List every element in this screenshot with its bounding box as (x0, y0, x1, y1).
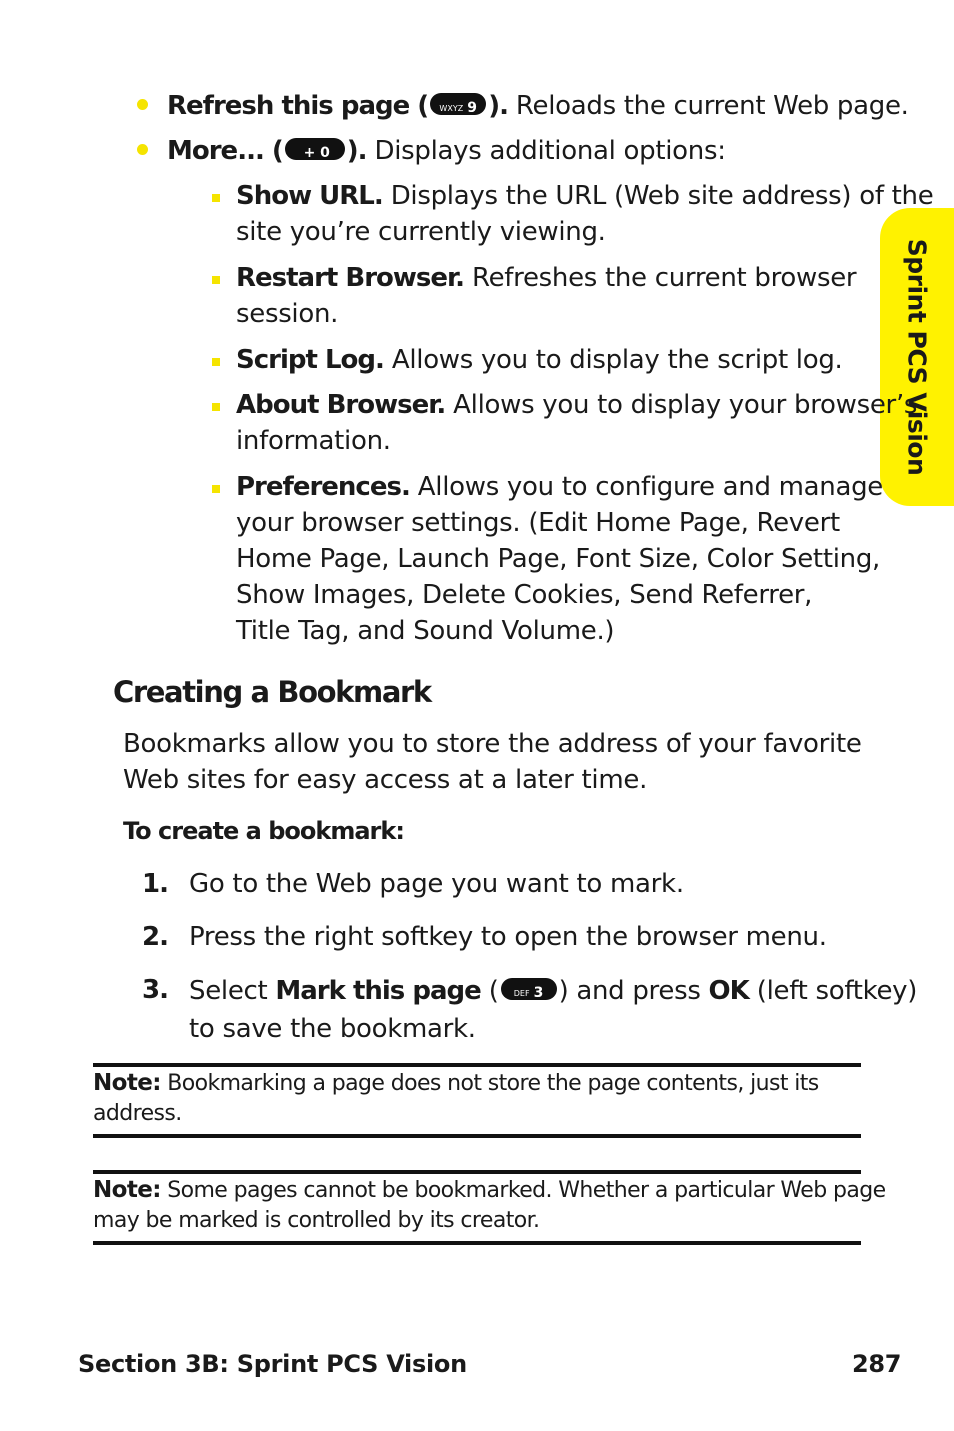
step-number: 2. (142, 922, 168, 952)
bullet-title: Refresh this page ( (167, 91, 429, 121)
key-3-icon: DEF 3 (501, 978, 557, 1000)
bullet-title: More... ( (167, 136, 283, 166)
step-text: Press the right softkey to open the browser menu. (189, 922, 827, 952)
bullet-dot (137, 99, 148, 110)
key-0-icon: + 0 (285, 138, 345, 160)
sub-bullet-square (212, 276, 220, 284)
sub-bullet-square (212, 358, 220, 366)
subitem-about-browser: About Browser. Allows you to display your browser’s information. (236, 390, 918, 456)
bullet-text: Reloads the current Web page. (507, 91, 909, 121)
step-text: Select Mark this page ( DEF 3 ) and press OK (left softkey) to save the bookmark. (189, 976, 918, 1044)
sub-bullet-square (212, 485, 220, 493)
sub-bullet-square (212, 403, 220, 411)
bullet-text: Displays additional options: (366, 136, 726, 166)
intro-paragraph: Bookmarks allow you to store the address of your favorite Web sites for easy access at a later time. (123, 729, 862, 795)
note-rule-top (93, 1063, 861, 1067)
section-heading: Creating a Bookmark (113, 675, 431, 709)
note-box: Note: Bookmarking a page does not store the page contents, just its address. (93, 1070, 819, 1126)
subitem-show-url: Show URL. Displays the URL (Web site address) of the site you’re currently viewing. (236, 181, 934, 247)
note-rule-bottom (93, 1241, 861, 1245)
bullet-dot (137, 144, 148, 155)
subitem-script-log: Script Log. Allows you to display the script log. (236, 345, 843, 375)
sub-bullet-square (212, 194, 220, 202)
step-text: Go to the Web page you want to mark. (189, 869, 684, 899)
procedure-title: To create a bookmark: (123, 817, 404, 845)
section-side-tab (880, 208, 954, 506)
subitem-restart-browser: Restart Browser. Refreshes the current browser session. (236, 263, 857, 329)
note-rule-bottom (93, 1134, 861, 1138)
note-box: Note: Some pages cannot be bookmarked. Whether a particular Web page may be marked is controlled by its creator. (93, 1177, 886, 1233)
side-tab-label: Sprint PCS Vision (902, 238, 932, 476)
bullet-refresh: Refresh this page ( WXYZ 9 ). Reloads the current Web page. (167, 91, 909, 121)
page-number: 287 (852, 1350, 902, 1378)
step-number: 3. (142, 975, 168, 1005)
note-rule-top (93, 1170, 861, 1174)
key-9-icon: WXYZ 9 (430, 93, 486, 115)
bullet-more: More... ( + 0 ). Displays additional options: (167, 136, 726, 166)
subitem-preferences: Preferences. Allows you to configure and manage your browser settings. (Edit Home Page, Revert Home Page, Launch Page, Font Size, Color Setting, Show Images, Delete Cookies, Send Referrer, Title Tag, and Sound Volume.) (236, 472, 883, 646)
footer-section: Section 3B: Sprint PCS Vision (78, 1350, 467, 1378)
step-number: 1. (142, 869, 168, 899)
